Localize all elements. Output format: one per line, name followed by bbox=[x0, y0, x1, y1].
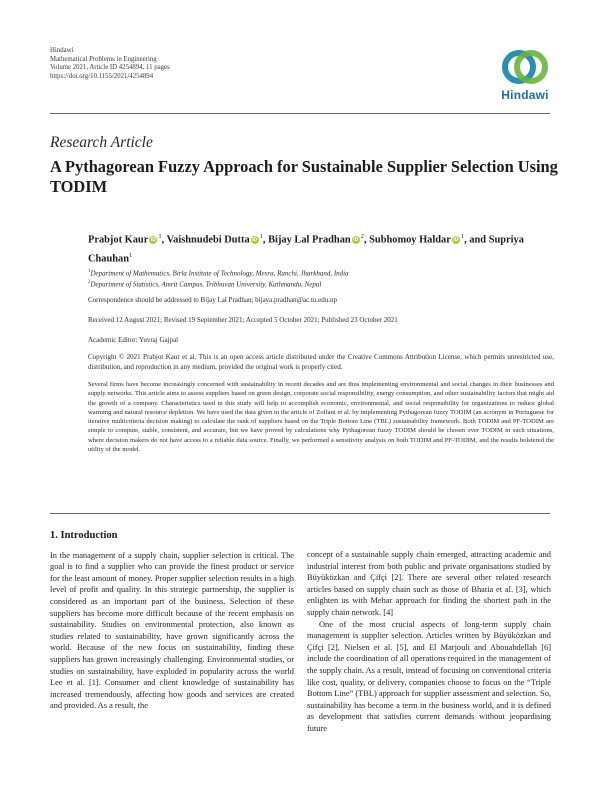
affiliation bbox=[88, 278, 558, 289]
body-paragraph: One of the most crucial aspects of long-term supply chain management is supplier selection. Articles written by Büyüközkan and Çifçi [2], Nielsen et al. [5], and El Marjouli and Abouabdellah [6] include the coordination of all operations required in the management of the supply chain. As a result, instead of focusing on conventional criteria like cost, quality, or delivery, companies choose to focus on the “Triple Bottom Line” (TBL) approach for supplier assessment and selection. So, sustainability has become a term in the business world, and it is defined as development that satisfies current demands without jeopardising future bbox=[307, 619, 551, 733]
right-column bbox=[307, 549, 551, 735]
copyright-notice: Copyright © 2021 Prabjot Kaur et al. This is an open access article distributed under the Creative Commons Attribution License, which permits unrestricted use, distribution, and reproduction in any medium, provided the original work is properly cited. bbox=[88, 353, 554, 371]
author-name[interactable]: Vaishnudebi Dutta bbox=[166, 234, 250, 246]
publication-dates: Received 12 August 2021; Revised 19 September 2021; Accepted 5 October 2021; Published 23 October 2021 bbox=[88, 316, 398, 324]
orcid-icon[interactable]: iD bbox=[252, 237, 258, 244]
affiliation-text: Department of Mathematics, Birla Institute of Technology, Mesra, Ranchi, Jharkhand, India bbox=[90, 269, 349, 278]
author-name[interactable]: Supriya Chauhan bbox=[88, 234, 524, 265]
affiliation-number: 1 bbox=[88, 269, 91, 274]
author-joiner: and bbox=[469, 234, 487, 246]
author-affiliation-mark: 2 bbox=[360, 233, 364, 240]
journal-masthead bbox=[50, 47, 430, 81]
author-affiliation-mark: 1 bbox=[158, 233, 162, 240]
volume-info: Volume 2021, Article ID 4254894, 11 pages bbox=[50, 64, 170, 72]
affiliation bbox=[88, 267, 558, 278]
academic-editor: Academic Editor: Yuvraj Gajpal bbox=[88, 336, 179, 344]
author-name[interactable]: Subhomoy Haldar bbox=[369, 234, 451, 246]
author-name[interactable]: Prabjot Kaur bbox=[88, 234, 149, 246]
body-paragraph: In the management of a supply chain, supplier selection is critical. The goal is to find a supplier who can provide the finest product or service for the least amount of money. Proper supplier selection results in a high level of profit and quality. In this strategic partnership, the supplier is considered as an important part of the business. Selection of these suppliers has become more difficult because of the recent emphasis on sustainability. Studies on environmental protection, also known as studies related to sustainability, have grown significantly across the world. Because of the new focus on sustainability, finding these suppliers has grown increasingly challenging. Environmental studies, or studies on sustainability, have exploded in popularity across the world Lee et al. [1]. Consumer and client knowledge of sustainability has increased tremendously, affecting how goods and services are created and provided. As a result, the bbox=[50, 550, 294, 711]
orcid-icon[interactable]: iD bbox=[150, 237, 156, 244]
journal-name: Mathematical Problems in Engineering bbox=[50, 55, 157, 63]
affiliation-number: 2 bbox=[88, 280, 91, 285]
hindawi-logo-text: Hindawi bbox=[501, 88, 549, 102]
publisher-name: Hindawi bbox=[50, 47, 74, 54]
author-name[interactable]: Bijay Lal Pradhan bbox=[268, 234, 351, 246]
orcid-icon[interactable]: iD bbox=[353, 237, 359, 244]
left-column bbox=[50, 530, 294, 712]
body-paragraph: concept of a sustainable supply chain emerged, attracting academic and industrial interest from both public and private organisations studied by Büyüközkan and Çifçi [2]. There are several other related research articles based on supply chain such as those of Bhatia et al. [3], which enlighten us with Mehar approach for finding the shortest path in the supply chain network. [4] bbox=[307, 550, 551, 617]
header-divider bbox=[50, 113, 550, 114]
article-title: A Pythagorean Fuzzy Approach for Sustainable Supplier Selection Using TODIM bbox=[50, 157, 558, 196]
author-affiliation-mark: 1 bbox=[259, 233, 263, 240]
article-type: Research Article bbox=[50, 134, 153, 151]
affiliation-text: Department of Statistics, Amrit Campus, Tribhuvan University, Kathmandu, Nepal bbox=[90, 280, 322, 289]
correspondence-line: Correspondence should be addressed to Bijay Lal Pradhan; bijaya.pradhan@ac.tu.edu.np bbox=[88, 296, 338, 304]
author-affiliation-mark: 1 bbox=[460, 233, 465, 240]
abstract-divider bbox=[50, 513, 550, 514]
orcid-icon[interactable]: iD bbox=[453, 237, 459, 244]
abstract: Several firms have become increasingly concerned with sustainability in recent decades and are thus implementing environmental and social changes in their businesses and supply networks. This article aims to assess suppliers based on green design, corporate social responsibility, energy consumption, and other sustainability factors that might aid the growth of a company. Characteristics used in this study will help to accomplish economic, environmental, and social responsibility for organizations to reduce global warming and natural resource depletion. We have used the data given in the article of Zolfani et al. by implementing Pythagorean fuzzy TODIM (an acronym in Portuguese for iterative multicriteria decision making) to calculate the rank of suppliers based on the Triple Bottom Line (TBL) sustainability framework. Both TODIM and PF-TODIM are simple to compute, stable, consistent, and accurate, but we have proved by calculations why Pythagorean fuzzy TODIM should be chosen over TODIM in such situations, where decision makers do not have access to a reliable data source. Finally, we performed a sensitivity analysis on both TODIM and PF-TODIM, and the results bolstered the utility of the model. bbox=[88, 381, 554, 454]
section-heading: 1. Introduction bbox=[50, 530, 118, 541]
author-affiliation-mark: 1 bbox=[129, 252, 133, 260]
author-list: Prabjot Kaur $iD^1$, Vaishnudebi Dutta $iD^1$, Bijay Lal Pradhan $iD^2$, Subhomoy Haldar $iD^1$, and Supriya Chauhan$^1$ bbox=[88, 233, 524, 265]
doi-link[interactable]: https://doi.org/10.1155/2021/4254894 bbox=[50, 72, 154, 80]
